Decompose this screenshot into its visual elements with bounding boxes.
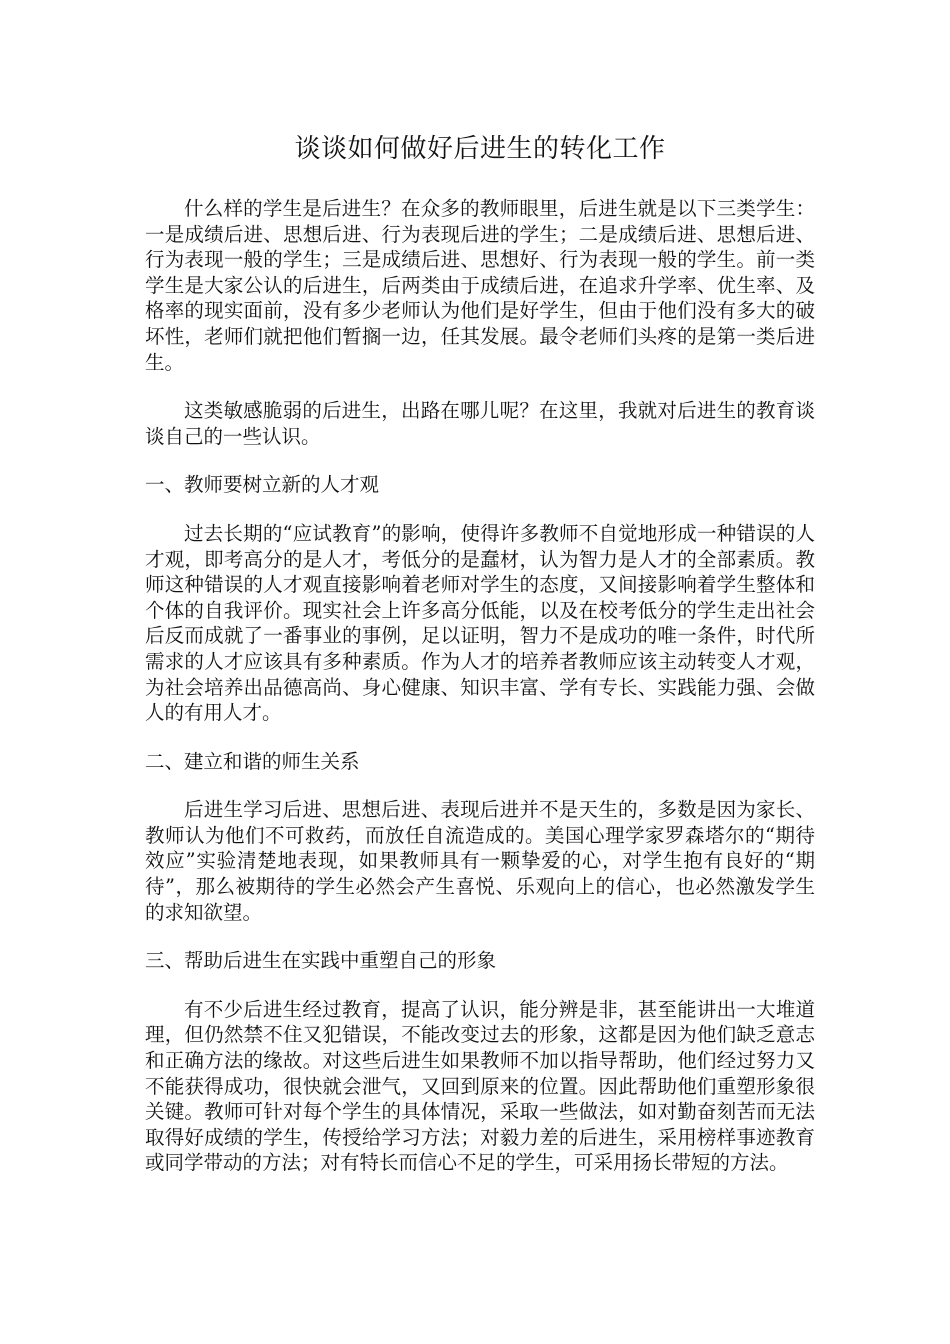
document-body — [145, 128, 815, 1199]
section-heading-1: 一、教师要树立新的人才观 — [145, 473, 380, 497]
paragraph-intro: 什么样的学生是后进生？在众多的教师眼里，后进生就是以下三类学生：一是成绩后进、思想后进、行为表现后进的学生；二是成绩后进、思想后进、行为表现一般的学生；三是成绩后进、思想好、行为表现一般的学生。前一类学生是大家公认的后进生，后两类由于成绩后进，在追求升学率、优生率、及格率的现实面前，没有多少老师认为他们是好学生，但由于他们没有多大的破坏性，老师们就把他们暂搁一边，任其发展。最令老师们头疼的是第一类后进生。 — [145, 197, 815, 374]
paragraph-question: 这类敏感脆弱的后进生，出路在哪儿呢？在这里，我就对后进生的教育谈谈自己的一些认识。 — [145, 399, 815, 448]
document-title: 谈谈如何做好后进生的转化工作 — [294, 134, 666, 164]
section-heading-2: 二、建立和谐的师生关系 — [145, 749, 360, 773]
paragraph-section-3: 有不少后进生经过教育，提高了认识，能分辨是非，甚至能讲出一大堆道理，但仍然禁不住又犯错误，不能改变过去的形象，这都是因为他们缺乏意志和正确方法的缘故。对这些后进生如果教师不加以指导帮助，他们经过努力又不能获得成功，很快就会泄气，又回到原来的位置。因此帮助他们重塑形象很关键。教师可针对每个学生的具体情况，采取一些做法，如对勤奋刻苦而无法取得好成绩的学生，传授给学习方法；对毅力差的后进生，采用榜样事迹教育或同学带动的方法；对有特长而信心不足的学生，可采用扬长带短的方法。 — [145, 997, 815, 1175]
paragraph-section-1: 过去长期的“应试教育”的影响，使得许多教师不自觉地形成一种错误的人才观，即考高分的是人才，考低分的是蠢材，认为智力是人才的全部素质。教师这种错误的人才观直接影响着老师对学生的态度，又间接影响着学生整体和个体的自我评价。现实社会上许多高分低能，以及在校考低分的学生走出社会后反而成就了一番事业的事例，足以证明，智力不是成功的唯一条件，时代所需求的人才应该具有多种素质。作为人才的培养者教师应该主动转变人才观，为社会培养出品德高尚、身心健康、知识丰富、学有专长、实践能力强、会做人的有用人才。 — [145, 521, 815, 725]
paragraph-section-2: 后进生学习后进、思想后进、表现后进并不是天生的，多数是因为家长、教师认为他们不可救药，而放任自流造成的。美国心理学家罗森塔尔的“期待效应”实验清楚地表现，如果教师具有一颗挚爱的心，对学生抱有良好的“期待”，那么被期待的学生必然会产生喜悦、乐观向上的信心，也必然激发学生的求知欲望。 — [145, 798, 815, 924]
section-heading-3: 三、帮助后进生在实践中重塑自己的形象 — [145, 949, 497, 973]
